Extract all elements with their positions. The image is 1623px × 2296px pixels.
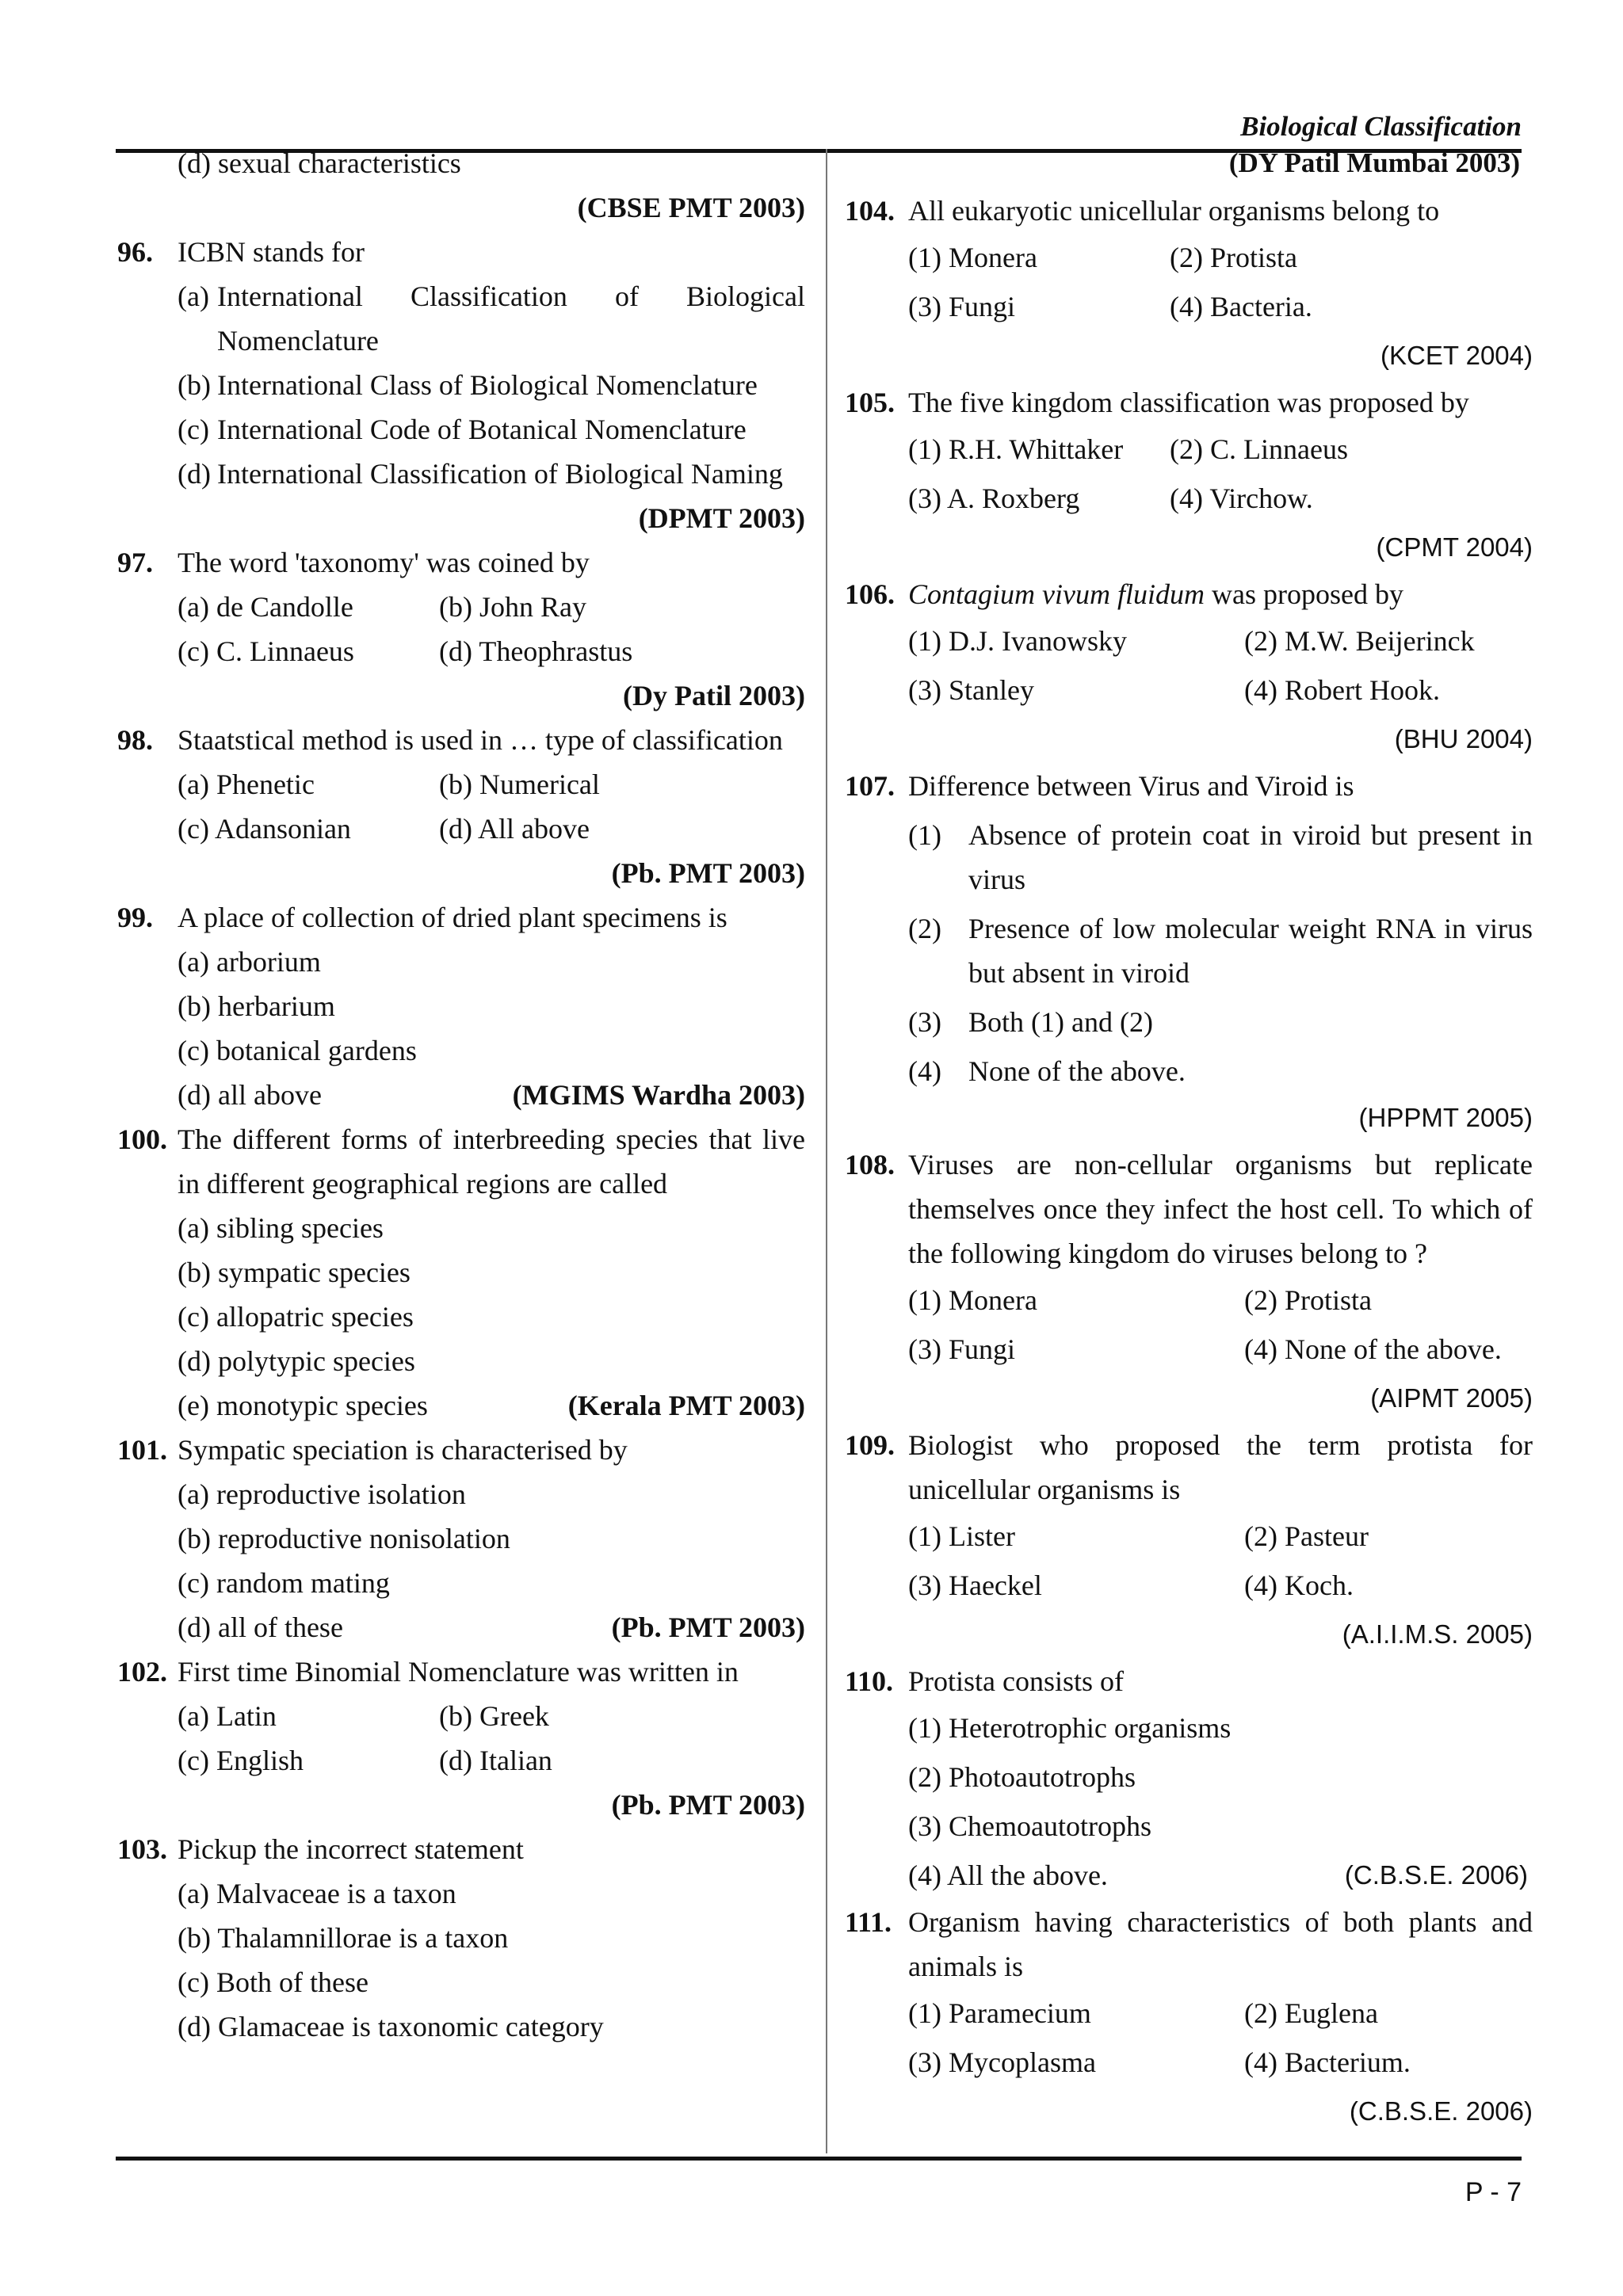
option: (d) Italian (439, 1745, 552, 1776)
option: (b) International Class of Biological Nomenclature (178, 369, 758, 401)
question-number: 100. (117, 1123, 167, 1155)
option: (d) all above (178, 1079, 322, 1111)
option: (d) sexual characteristics (178, 147, 461, 179)
option: (a) Latin (178, 1700, 277, 1732)
option-row (845, 233, 1533, 282)
question-number: 98. (117, 724, 153, 756)
question-text: Staatstical method is used in … type of classification (178, 724, 783, 756)
question-108 (845, 1142, 1533, 1423)
question-number: 99. (117, 902, 153, 933)
option: (b) sympatic species (178, 1257, 411, 1288)
option: (b) Numerical (439, 769, 600, 800)
question-text: Difference between Virus and Viroid is (908, 770, 1354, 802)
option: (d) Theophrastus (439, 635, 633, 667)
question-number: 108. (845, 1149, 895, 1180)
left-column (117, 141, 805, 2049)
option: (c) Both of these (178, 1966, 369, 1998)
question-102 (117, 1650, 805, 1827)
question-number: 111. (845, 1906, 892, 1938)
question-number: 107. (845, 770, 895, 802)
question-96 (117, 230, 805, 540)
option-row (845, 1325, 1533, 1374)
question-number: 102. (117, 1656, 167, 1688)
option: (4) Bacterium. (1244, 2046, 1411, 2078)
option-row (845, 1276, 1533, 1325)
question-97 (117, 540, 805, 718)
option: (a) International Classification of Biological Nomenclature (178, 280, 805, 357)
source-citation: (CPMT 2004) (1376, 532, 1533, 562)
option: (a) arborium (178, 946, 321, 978)
option: (1) Monera (908, 242, 1037, 273)
source-citation: (A.I.I.M.S. 2005) (1342, 1619, 1533, 1649)
source-citation: (DPMT 2003) (638, 502, 805, 534)
option-row (117, 1073, 805, 1117)
running-header: Biological Classification (1240, 111, 1522, 142)
option: (2) Protista (1170, 242, 1297, 273)
option: (d) polytypic species (178, 1345, 415, 1377)
option-row (117, 762, 805, 807)
page-number: P - 7 (1465, 2177, 1522, 2207)
question-101 (117, 1428, 805, 1650)
question-106 (845, 572, 1533, 764)
option-row (845, 282, 1533, 331)
question-109 (845, 1423, 1533, 1659)
question-text: Pickup the incorrect statement (178, 1833, 524, 1865)
option-row (117, 807, 805, 851)
option: (4) None of the above. (908, 1055, 1186, 1087)
question-105 (845, 380, 1533, 572)
question-number: 104. (845, 195, 895, 227)
option: (4) All the above. (908, 1859, 1108, 1891)
question-text: All eukaryotic unicellular organisms belong to (908, 195, 1440, 227)
option: (2) Euglena (1244, 1997, 1378, 2029)
question-103 (117, 1827, 805, 2049)
right-column (845, 189, 1533, 2136)
question-text: The five kingdom classification was proposed by (908, 387, 1469, 418)
option: (e) monotypic species (178, 1390, 428, 1421)
option: (3) Chemoautotrophs (908, 1810, 1151, 1842)
question-text: A place of collection of dried plant specimens is (178, 902, 727, 933)
source-citation: (AIPMT 2005) (1370, 1383, 1533, 1413)
option: (4) None of the above. (1244, 1333, 1502, 1365)
question-number: 96. (117, 236, 153, 268)
option: (d) all of these (178, 1611, 343, 1643)
option: (1) R.H. Whittaker (908, 433, 1124, 465)
option: (1) Paramecium (908, 1997, 1091, 2029)
question-number: 105. (845, 387, 895, 418)
source-citation: (Kerala PMT 2003) (567, 1390, 805, 1421)
option: (c) random mating (178, 1567, 390, 1599)
option: (c) International Code of Botanical Nomenclature (178, 414, 747, 445)
option-row (845, 474, 1533, 523)
question-110 (845, 1659, 1533, 1900)
option: (3) Stanley (908, 674, 1034, 706)
question-number: 103. (117, 1833, 167, 1865)
question-text: Sympatic speciation is characterised by (178, 1434, 628, 1466)
option-row (845, 616, 1533, 666)
option: (2) Protista (1244, 1284, 1372, 1316)
option: (d) International Classification of Biological Naming (178, 458, 783, 490)
option: (c) Adansonian (178, 813, 351, 845)
source-citation: (Dy Patil 2003) (623, 680, 805, 711)
source-citation: (Pb. PMT 2003) (611, 1789, 805, 1821)
option: (1) Absence of protein coat in viroid but present in virus (908, 819, 1533, 895)
question-number: 110. (845, 1665, 894, 1697)
option: (a) Malvaceae is a taxon (178, 1878, 456, 1909)
option: (d) Glamaceae is taxonomic category (178, 2011, 604, 2042)
question-98 (117, 718, 805, 895)
question-text: Biologist who proposed the term protista for unicellular organisms is (908, 1429, 1533, 1505)
option-row (845, 2038, 1533, 2087)
option-row (845, 425, 1533, 474)
option: (1) D.J. Ivanowsky (908, 625, 1127, 657)
source-citation: (Pb. PMT 2003) (611, 1611, 805, 1643)
source-citation: (KCET 2004) (1381, 341, 1533, 370)
question-text: Organism having characteristics of both plants and animals is (908, 1906, 1533, 1982)
option: (d) All above (439, 813, 590, 845)
option: (c) allopatric species (178, 1301, 414, 1333)
option: (4) Virchow. (1170, 482, 1313, 514)
option: (2) C. Linnaeus (1170, 433, 1348, 465)
question-107 (845, 764, 1533, 1142)
option: (b) reproductive nonisolation (178, 1523, 510, 1554)
option: (3) Fungi (908, 1333, 1015, 1365)
question-100 (117, 1117, 805, 1428)
option: (2) Pasteur (1244, 1520, 1369, 1552)
question-text: ICBN stands for (178, 236, 365, 268)
footer-rule (116, 2157, 1522, 2161)
option: (a) de Candolle (178, 591, 353, 623)
option: (4) Bacteria. (1170, 291, 1312, 322)
option: (3) A. Roxberg (908, 482, 1080, 514)
source-citation: (C.B.S.E. 2006) (1344, 1860, 1528, 1890)
option: (1) Heterotrophic organisms (908, 1712, 1232, 1744)
question-number: 97. (117, 547, 153, 578)
question-text: First time Binomial Nomenclature was written in (178, 1656, 739, 1688)
question-text: Contagium vivum fluidum was proposed by (908, 578, 1403, 610)
source-citation: (C.B.S.E. 2006) (1349, 2096, 1533, 2126)
option: (3) Mycoplasma (908, 2046, 1096, 2078)
option-row (845, 666, 1533, 715)
option: (3) Both (1) and (2) (908, 1006, 1153, 1038)
option: (b) John Ray (439, 591, 586, 623)
option-row (845, 1989, 1533, 2038)
option: (3) Fungi (908, 291, 1015, 322)
option-row (117, 629, 805, 673)
question-text: The different forms of interbreeding species that live in different geographical regions are called (178, 1123, 805, 1199)
option: (b) Thalamnillorae is a taxon (178, 1922, 509, 1954)
source-citation: (HPPMT 2005) (1358, 1103, 1533, 1132)
option-row (117, 1605, 805, 1650)
option-row (845, 1512, 1533, 1561)
source-citation: (Pb. PMT 2003) (611, 857, 805, 889)
source-citation: (BHU 2004) (1394, 724, 1533, 753)
option: (2) Photoautotrophs (908, 1761, 1136, 1793)
question-99 (117, 895, 805, 1117)
option: (c) botanical gardens (178, 1035, 417, 1066)
option: (2) Presence of low molecular weight RNA in virus but absent in viroid (908, 913, 1533, 989)
option: (1) Lister (908, 1520, 1015, 1552)
source-citation: (MGIMS Wardha 2003) (512, 1079, 805, 1111)
option: (4) Koch. (1244, 1569, 1354, 1601)
question-number: 106. (845, 578, 895, 610)
source-citation: (DY Patil Mumbai 2003) (1228, 147, 1520, 178)
option: (3) Haeckel (908, 1569, 1042, 1601)
option-row (845, 1851, 1533, 1900)
option-row (117, 585, 805, 629)
option: (c) English (178, 1745, 304, 1776)
option-row (845, 1561, 1533, 1610)
option-row (117, 1383, 805, 1428)
option: (a) reproductive isolation (178, 1478, 466, 1510)
question-text: Protista consists of (908, 1665, 1125, 1697)
option-row (117, 1738, 805, 1783)
option-row (117, 1694, 805, 1738)
option: (a) Phenetic (178, 769, 315, 800)
option: (b) Greek (439, 1700, 549, 1732)
question-text: Viruses are non-cellular organisms but replicate themselves once they infect the host cell. To which of the following kingdom do viruses belong to ? (908, 1149, 1533, 1269)
option: (4) Robert Hook. (1244, 674, 1440, 706)
option: (b) herbarium (178, 990, 335, 1022)
option: (c) C. Linnaeus (178, 635, 354, 667)
question-number: 109. (845, 1429, 895, 1461)
question-text: The word 'taxonomy' was coined by (178, 547, 590, 578)
option: (2) M.W. Beijerinck (1244, 625, 1475, 657)
source-citation: (CBSE PMT 2003) (577, 192, 805, 223)
column-divider (826, 149, 827, 2153)
option: (a) sibling species (178, 1212, 384, 1244)
question-111 (845, 1900, 1533, 2136)
question-number: 101. (117, 1434, 167, 1466)
question-104 (845, 189, 1533, 380)
option: (1) Monera (908, 1284, 1037, 1316)
